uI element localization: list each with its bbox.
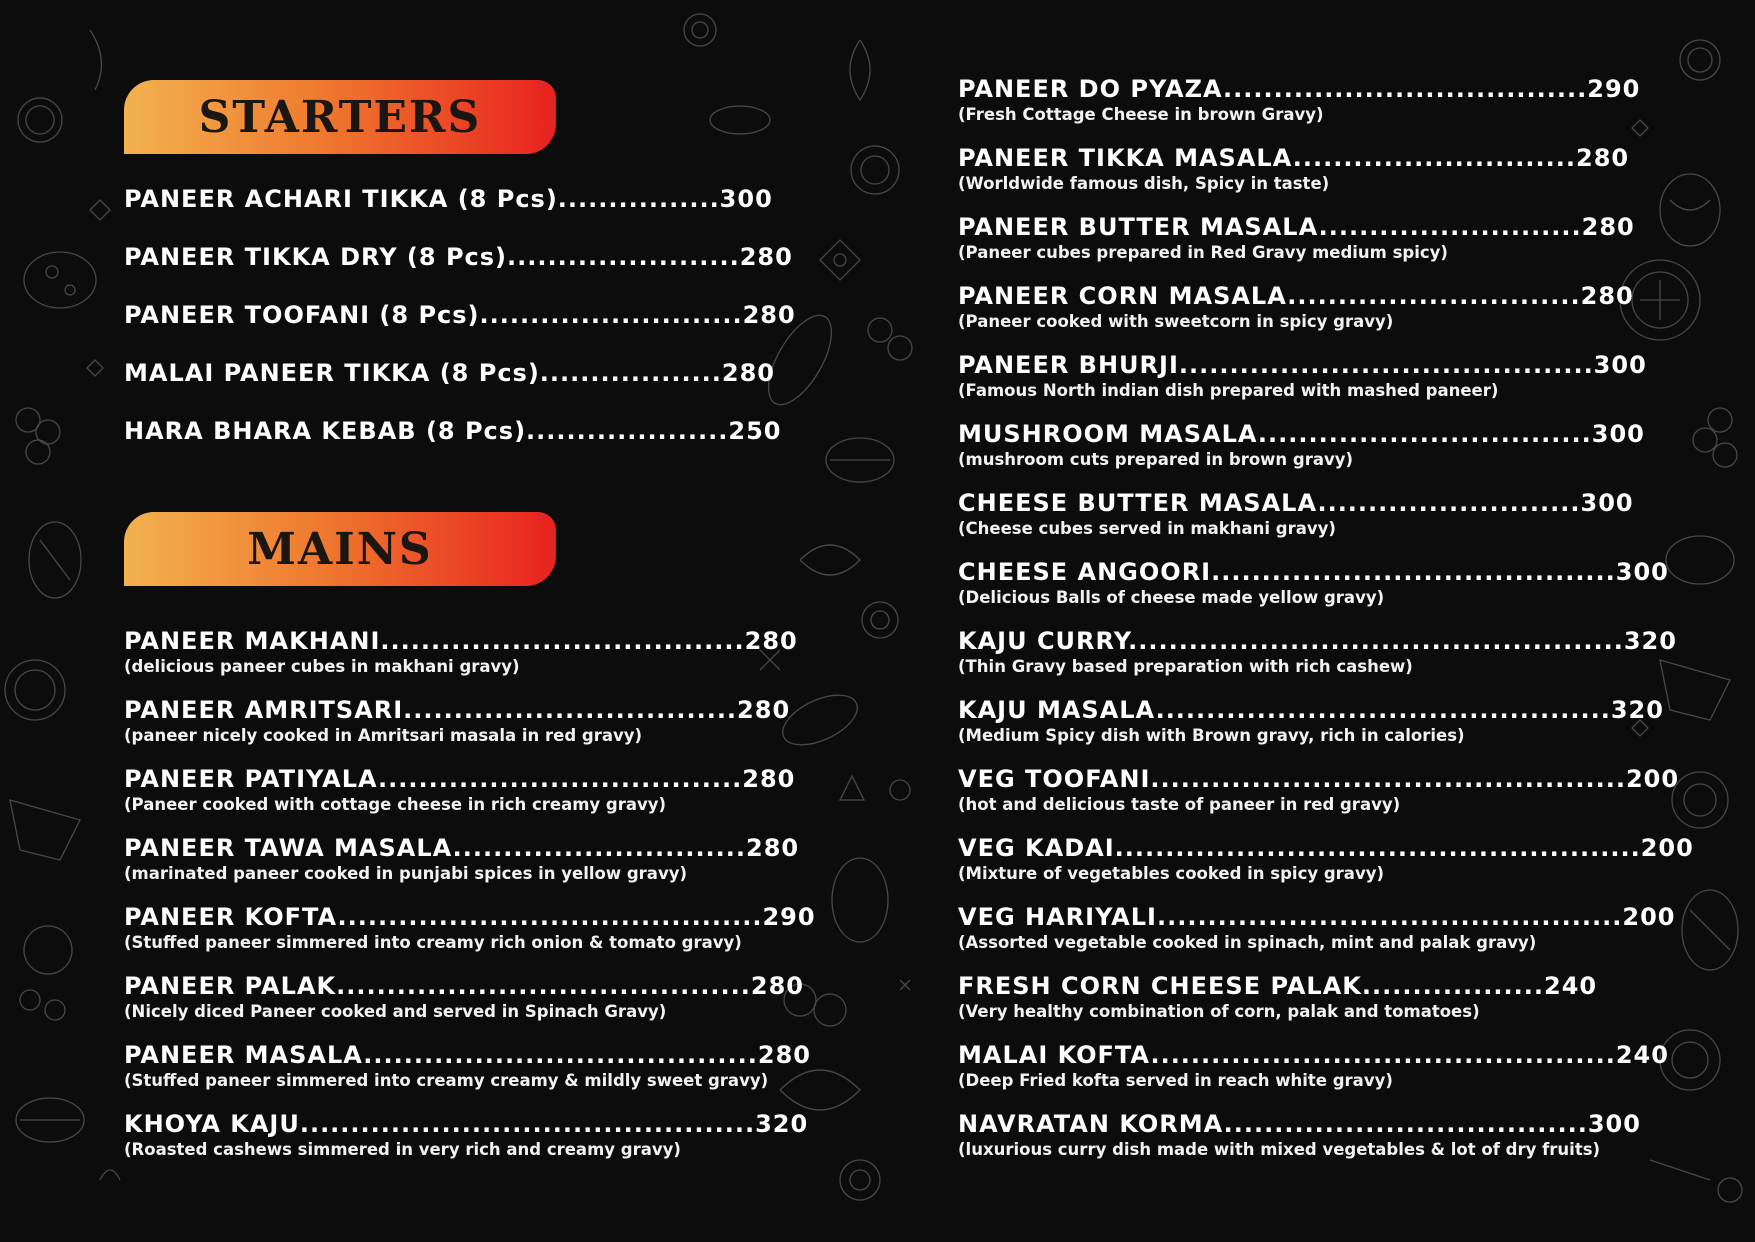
menu-item-description: (Cheese cubes served in makhani gravy) [958, 519, 1336, 538]
menu-item-title: PANEER DO PYAZA....................................290 [958, 75, 1641, 103]
menu-item-description: (mushroom cuts prepared in brown gravy) [958, 450, 1354, 469]
menu-item-description: (Paneer cooked with cottage cheese in rich creamy gravy) [124, 795, 667, 814]
menu-item [124, 695, 791, 764]
mains-heading: MAINS [124, 512, 556, 586]
menu-item-title: PANEER KOFTA..........................................290 [124, 903, 816, 931]
menu-item-description: (Stuffed paneer simmered into creamy rich onion & tomato gravy) [124, 933, 742, 952]
menu-item-title: VEG KADAI....................................................200 [958, 834, 1694, 862]
left-menu-column [124, 80, 816, 1178]
menu-item [124, 184, 784, 242]
menu-item [958, 143, 1630, 212]
menu-item-description: (Famous North indian dish prepared with mashed paneer) [958, 381, 1499, 400]
menu-item [958, 902, 1676, 971]
menu-item [958, 833, 1694, 902]
menu-item [958, 1040, 1669, 1109]
menu-item-description: (Mixture of vegetables cooked in spicy gravy) [958, 864, 1384, 883]
menu-item-description: (Paneer cubes prepared in Red Gravy medium spicy) [958, 243, 1448, 262]
menu-item-title: PANEER TOOFANI (8 Pcs)..........................280 [124, 301, 796, 329]
menu-item-description: (Paneer cooked with sweetcorn in spicy gravy) [958, 312, 1394, 331]
menu-item-title: PANEER TAWA MASALA.............................280 [124, 834, 800, 862]
menu-item-title: MUSHROOM MASALA.................................300 [958, 420, 1645, 448]
menu-item-title: NAVRATAN KORMA....................................300 [958, 1110, 1641, 1138]
menu-item [958, 488, 1634, 557]
menu-item-title: VEG HARIYALI..............................................200 [958, 903, 1676, 931]
menu-item [958, 1109, 1641, 1178]
starters-list [124, 184, 796, 474]
menu-item-description: (Fresh Cottage Cheese in brown Gravy) [958, 105, 1324, 124]
menu-item [124, 1040, 811, 1109]
menu-item [124, 300, 796, 358]
menu-item-title: PANEER ACHARI TIKKA (8 Pcs)................300 [124, 185, 773, 213]
menu-item-title: HARA BHARA KEBAB (8 Pcs)....................250 [124, 417, 782, 445]
menu-item-title: PANEER AMRITSARI.................................280 [124, 696, 791, 724]
menu-item-title: PANEER PALAK.........................................280 [124, 972, 804, 1000]
menu-item-title: CHEESE ANGOORI........................................300 [958, 558, 1669, 586]
menu-item-description: (Roasted cashews simmered in very rich and creamy gravy) [124, 1140, 681, 1159]
menu-item-description: (Very healthy combination of corn, palak and tomatoes) [958, 1002, 1480, 1021]
menu-item-title: PANEER PATIYALA....................................280 [124, 765, 796, 793]
menu-item-title: MALAI PANEER TIKKA (8 Pcs)..................280 [124, 359, 776, 387]
menu-item [124, 1109, 809, 1178]
menu-item [958, 695, 1664, 764]
menu-item [958, 764, 1680, 833]
menu-item [124, 358, 784, 416]
menu-item [958, 350, 1647, 419]
right-menu-column [958, 74, 1694, 1178]
menu-item-title: KHOYA KAJU.............................................320 [124, 1110, 809, 1138]
menu-item-title: VEG TOOFANI...............................................200 [958, 765, 1680, 793]
menu-item-description: (Worldwide famous dish, Spicy in taste) [958, 174, 1330, 193]
menu-item [958, 419, 1645, 488]
menu-item-title: MALAI KOFTA..............................................240 [958, 1041, 1669, 1069]
menu-item-title: KAJU MASALA.............................................320 [958, 696, 1664, 724]
menu-item [958, 557, 1669, 626]
menu-item [124, 902, 816, 971]
menu-item [958, 971, 1618, 1040]
menu-item [124, 833, 800, 902]
menu-item-title: PANEER BUTTER MASALA..........................280 [958, 213, 1635, 241]
menu-item-description: (hot and delicious taste of paneer in red gravy) [958, 795, 1401, 814]
menu-item-title: PANEER BHURJI.........................................300 [958, 351, 1647, 379]
menu-item [124, 764, 796, 833]
menu-item-title: PANEER CORN MASALA.............................280 [958, 282, 1634, 310]
menu-item [958, 74, 1641, 143]
menu-item-description: (luxurious curry dish made with mixed vegetables & lot of dry fruits) [958, 1140, 1601, 1159]
menu-item [958, 281, 1634, 350]
menu-item-description: (marinated paneer cooked in punjabi spices in yellow gravy) [124, 864, 687, 883]
menu-item [124, 416, 784, 474]
menu-item-title: FRESH CORN CHEESE PALAK..................240 [958, 972, 1598, 1000]
menu-item-description: (Assorted vegetable cooked in spinach, mint and palak gravy) [958, 933, 1537, 952]
menu-item-description: (paneer nicely cooked in Amritsari masala in red gravy) [124, 726, 643, 745]
menu-item [124, 626, 798, 695]
menu-item-title: CHEESE BUTTER MASALA..........................300 [958, 489, 1634, 517]
menu-item-description: (Deep Fried kofta served in reach white gravy) [958, 1071, 1393, 1090]
menu-item-description: (Nicely diced Paneer cooked and served in Spinach Gravy) [124, 1002, 667, 1021]
menu-item-title: PANEER MAKHANI....................................280 [124, 627, 798, 655]
menu-item-title: PANEER TIKKA DRY (8 Pcs).......................280 [124, 243, 793, 271]
menu-item-title: PANEER TIKKA MASALA............................280 [958, 144, 1630, 172]
menu-item [958, 212, 1635, 281]
menu-item-title: PANEER MASALA.......................................280 [124, 1041, 811, 1069]
mains-list [124, 626, 816, 1178]
menu-item [958, 626, 1677, 695]
mains-continued-list [958, 74, 1694, 1178]
starters-heading: STARTERS [124, 80, 556, 154]
menu-item [124, 971, 804, 1040]
menu-item-description: (Delicious Balls of cheese made yellow gravy) [958, 588, 1385, 607]
menu-item-description: (Medium Spicy dish with Brown gravy, rich in calories) [958, 726, 1465, 745]
menu-item-description: (delicious paneer cubes in makhani gravy) [124, 657, 520, 676]
menu-item-description: (Stuffed paneer simmered into creamy creamy & mildly sweet gravy) [124, 1071, 769, 1090]
menu-item [124, 242, 793, 300]
menu-item-title: KAJU CURRY.................................................320 [958, 627, 1677, 655]
menu-item-description: (Thin Gravy based preparation with rich cashew) [958, 657, 1413, 676]
